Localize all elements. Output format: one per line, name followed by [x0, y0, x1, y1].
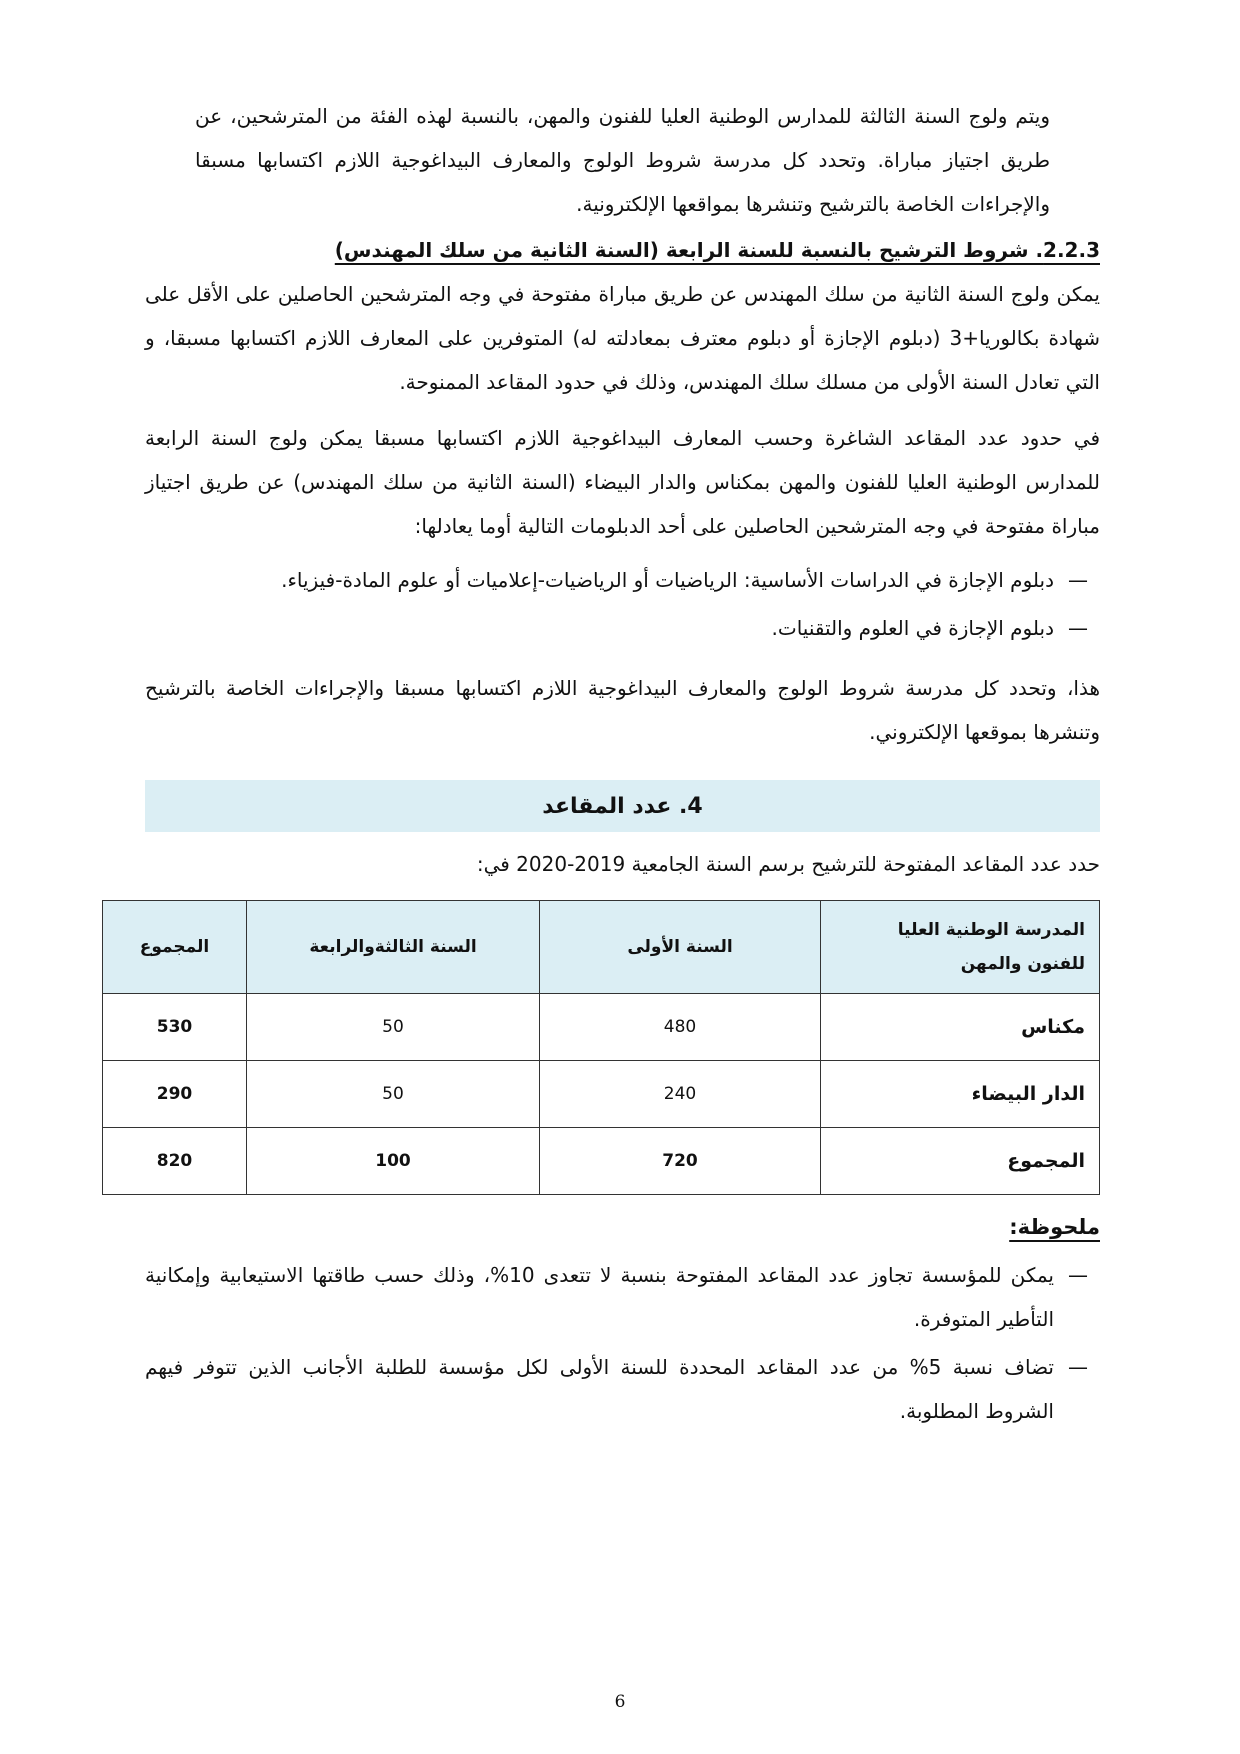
header-total: المجموع	[103, 901, 247, 994]
list-item	[145, 558, 1100, 602]
cell-first-year: 720	[540, 1128, 821, 1195]
list-item-text: تضاف نسبة 5% من عدد المقاعد المحددة للسنة الأولى لكل مؤسسة للطلبة الأجانب الذين تتوفر فيهم الشروط المطلوبة.	[145, 1355, 1054, 1423]
cell-first-year: 480	[540, 994, 821, 1061]
section-2-2-3-paragraph-3: هذا، وتحدد كل مدرسة شروط الولوج والمعارف البيداغوجية اللازم اكتسابها مسبقا والإجراءات الخاصة بالترشيح وتنشرها بموقعها الإلكتروني.	[145, 676, 1100, 744]
section-2-2-3-paragraph-2: في حدود عدد المقاعد الشاغرة وحسب المعارف البيداغوجية اللازم اكتسابها مسبقا يمكن ولوج السنة الرابعة للمدارس الوطنية العليا للفنون والمهن بمكناس والدار البيضاء (السنة الثانية من سلك المهندس) عن طريق اجتياز مباراة مفتوحة في وجه المترشحين الحاصلين على أحد الدبلومات التالية أوما يعادلها:	[145, 426, 1100, 538]
dash-bullet-icon: —	[1068, 616, 1088, 640]
seats-intro: حدد عدد المقاعد المفتوحة للترشيح برسم السنة الجامعية 2019-2020 في:	[476, 852, 1100, 876]
dash-bullet-icon: —	[1068, 1355, 1088, 1379]
note-title: ملحوظة:	[1009, 1215, 1100, 1239]
header-third-fourth-year: السنة الثالثةوالرابعة	[247, 901, 540, 994]
dash-bullet-icon: —	[1068, 1263, 1088, 1287]
list-item	[145, 1345, 1100, 1433]
list-item-text: دبلوم الإجازة في العلوم والتقنيات.	[771, 616, 1054, 640]
table-row	[103, 1128, 1100, 1195]
header-first-year: السنة الأولى	[540, 901, 821, 994]
diploma-list	[145, 558, 1100, 650]
cell-school: مكناس	[821, 994, 1100, 1061]
cell-total: 290	[103, 1061, 247, 1128]
list-item-text: يمكن للمؤسسة تجاوز عدد المقاعد المفتوحة بنسبة لا تتعدى 10%، وذلك حسب طاقتها الاستيعابية وإمكانية التأطير المتوفرة.	[145, 1263, 1054, 1331]
cell-total: 820	[103, 1128, 247, 1195]
cell-third-fourth-year: 50	[247, 1061, 540, 1128]
dash-bullet-icon: —	[1068, 568, 1088, 592]
intro-paragraph: ويتم ولوج السنة الثالثة للمدارس الوطنية العليا للفنون والمهن، بالنسبة لهذه الفئة من المترشحين، عن طريق اجتياز مباراة. وتحدد كل مدرسة شروط الولوج والمعارف البيداغوجية اللازم اكتسابها مسبقا والإجراءات الخاصة بالترشيح وتنشرها بمواقعها الإلكترونية.	[195, 104, 1050, 216]
list-item-text: دبلوم الإجازة في الدراسات الأساسية: الرياضيات أو الرياضيات-إعلاميات أو علوم المادة-فيزياء.	[281, 568, 1054, 592]
header-school: المدرسة الوطنية العليا للفنون والمهن	[821, 901, 1100, 994]
cell-first-year: 240	[540, 1061, 821, 1128]
list-item	[145, 1253, 1100, 1341]
cell-total: 530	[103, 994, 247, 1061]
cell-school: الدار البيضاء	[821, 1061, 1100, 1128]
list-item	[145, 606, 1100, 650]
table-header-row	[103, 901, 1100, 994]
section-4-heading: 4. عدد المقاعد	[145, 780, 1100, 832]
cell-school: المجموع	[821, 1128, 1100, 1195]
section-2-2-3-paragraph-1: يمكن ولوج السنة الثانية من سلك المهندس عن طريق مباراة مفتوحة في وجه المترشحين الحاصلين على الأقل على شهادة بكالوريا+3 (دبلوم الإجازة أو دبلوم معترف بمعادلته له) المتوفرين على المعارف اللازم اكتسابها مسبقا، و التي تعادل السنة الأولى من مسلك سلك المهندس، وذلك في حدود المقاعد الممنوحة.	[145, 282, 1100, 394]
note-list	[145, 1253, 1100, 1433]
cell-third-fourth-year: 50	[247, 994, 540, 1061]
section-2-2-3-heading: 2.2.3. شروط الترشيح بالنسبة للسنة الرابعة (السنة الثانية من سلك المهندس)	[334, 238, 1100, 262]
seats-table	[102, 900, 1100, 1195]
table-row	[103, 1061, 1100, 1128]
table-row	[103, 994, 1100, 1061]
cell-third-fourth-year: 100	[247, 1128, 540, 1195]
document-page	[139, 0, 1100, 1754]
page-number: 6	[614, 1692, 626, 1712]
